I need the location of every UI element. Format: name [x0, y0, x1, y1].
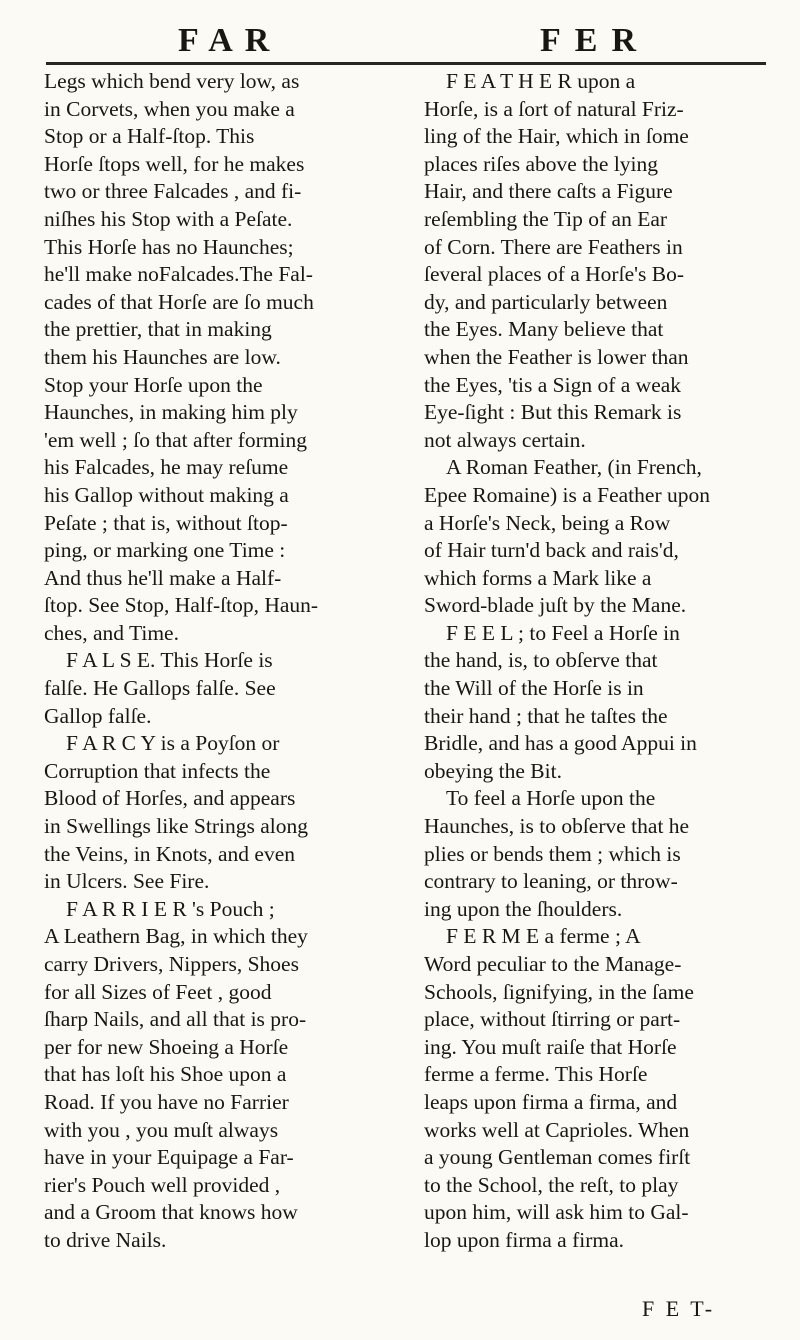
text-line: To feel a Horſe upon the: [446, 786, 656, 811]
text-line: Stop or a Half-ſtop. This: [44, 124, 255, 149]
text-line: Hair, and there caſts a Figure: [424, 179, 673, 204]
text-line: ing. You muſt raiſe that Horſe: [424, 1034, 677, 1059]
text-line: F E E L ; to Feel a Horſe in: [446, 620, 680, 645]
text-line: Corruption that infects the: [44, 758, 271, 783]
text-line: Horſe ſtops well, for he makes: [44, 151, 305, 176]
text-line: of Corn. There are Feathers in: [424, 234, 683, 259]
text-line: Schools, ſignifying, in the ſame: [424, 979, 694, 1004]
text-line: Blood of Horſes, and appears: [44, 786, 296, 811]
text-line: for all Sizes of Feet , good: [44, 979, 272, 1004]
text-line: F A R C Y is a Poyſon or: [66, 731, 280, 756]
text-line: Sword-blade juſt by the Mane.: [424, 593, 687, 618]
text-line: F E A T H E R upon a: [446, 69, 636, 93]
left-column: [44, 68, 400, 1255]
text-line: Word peculiar to the Manage-: [424, 952, 682, 976]
text-line: A Roman Feather, (in French,: [446, 455, 702, 480]
text-line: he'll make noFalcades.The Fal-: [44, 262, 313, 287]
text-line: Gallop falſe.: [44, 703, 152, 728]
text-line: his Gallop without making a: [44, 482, 289, 507]
text-line: ferme a ferme. This Horſe: [424, 1062, 648, 1087]
text-line: Haunches, in making him ply: [44, 400, 298, 425]
text-line: in Corvets, when you make a: [44, 96, 295, 121]
text-line: 'em well ; ſo that after forming: [44, 427, 307, 452]
text-line: carry Drivers, Nippers, Shoes: [44, 952, 299, 976]
text-line: Eye-ſight : But this Remark is: [424, 400, 682, 425]
right-column: [424, 68, 780, 1255]
text-line: F A L S E. This Horſe is: [66, 648, 273, 673]
text-line: dy, and particularly between: [424, 289, 668, 314]
text-line: with you , you muſt always: [44, 1117, 279, 1142]
text-line: Bridle, and has a good Appui in: [424, 731, 697, 756]
text-line: ſharp Nails, and all that is pro-: [44, 1007, 307, 1032]
text-line: their hand ; that he taſtes the: [424, 703, 668, 728]
text-line: the Will of the Horſe is in: [424, 676, 644, 701]
text-line: when the Feather is lower than: [424, 344, 689, 369]
text-line: Road. If you have no Farrier: [44, 1089, 289, 1114]
text-line: places riſes above the lying: [424, 151, 659, 176]
text-line: Legs which bend very low, as: [44, 69, 300, 93]
text-line: the Eyes, 'tis a Sign of a weak: [424, 372, 682, 397]
text-line: contrary to leaning, or throw-: [424, 869, 678, 894]
text-line: plies or bends them ; which is: [424, 841, 681, 866]
text-line: leaps upon firma a firma, and: [424, 1089, 678, 1114]
text-line: a young Gentleman comes firſt: [424, 1145, 691, 1170]
text-line: Horſe, is a ſort of natural Friz-: [424, 96, 684, 121]
text-line: This Horſe has no Haunches;: [44, 234, 294, 259]
text-line: Epee Romaine) is a Feather upon: [424, 482, 710, 507]
text-line: them his Haunches are low.: [44, 344, 281, 369]
text-line: reſembling the Tip of an Ear: [424, 206, 668, 231]
text-line: F A R R I E R 's Pouch ;: [66, 896, 275, 921]
text-line: falſe. He Gallops falſe. See: [44, 676, 276, 701]
text-line: ches, and Time.: [44, 620, 179, 645]
text-line: obeying the Bit.: [424, 758, 562, 783]
text-line: ſtop. See Stop, Half-ſtop, Haun-: [44, 593, 319, 618]
text-line: in Swellings like Strings along: [44, 814, 308, 839]
text-line: F E R M E a ferme ; A: [446, 924, 641, 949]
text-line: the Veins, in Knots, and even: [44, 841, 295, 866]
text-line: ping, or marking one Time :: [44, 538, 286, 563]
running-head-right: FER: [540, 22, 650, 59]
text-line: rier's Pouch well provided ,: [44, 1172, 281, 1197]
text-line: the hand, is, to obſerve that: [424, 648, 658, 673]
text-line: And thus he'll make a Half-: [44, 565, 282, 590]
text-line: which forms a Mark like a: [424, 565, 652, 590]
text-line: his Falcades, he may reſume: [44, 455, 289, 480]
text-line: of Hair turn'd back and rais'd,: [424, 538, 679, 563]
text-line: two or three Falcades , and fi-: [44, 179, 302, 204]
running-head: [0, 4, 800, 62]
catchword: F E T-: [642, 1296, 716, 1321]
text-line: a Horſe's Neck, being a Row: [424, 510, 671, 535]
text-line: per for new Shoeing a Horſe: [44, 1034, 289, 1059]
text-line: that has loſt his Shoe upon a: [44, 1062, 287, 1087]
text-line: to the School, the reſt, to play: [424, 1172, 679, 1197]
text-line: not always certain.: [424, 427, 586, 452]
text-line: place, without ſtirring or part-: [424, 1007, 681, 1032]
text-line: in Ulcers. See Fire.: [44, 869, 210, 894]
text-line: have in your Equipage a Far-: [44, 1145, 294, 1170]
text-line: lop upon firma a firma.: [424, 1227, 625, 1252]
text-line: ing upon the ſhoulders.: [424, 896, 623, 921]
text-line: cades of that Horſe are ſo much: [44, 289, 314, 314]
text-line: Peſate ; that is, without ſtop-: [44, 510, 288, 535]
text-line: niſhes his Stop with a Peſate.: [44, 206, 293, 231]
text-line: Stop your Horſe upon the: [44, 372, 263, 397]
text-line: Haunches, is to obſerve that he: [424, 814, 690, 839]
running-head-left: FAR: [178, 22, 282, 59]
text-line: ſeveral places of a Horſe's Bo-: [424, 262, 684, 287]
text-line: to drive Nails.: [44, 1227, 167, 1252]
text-line: and a Groom that knows how: [44, 1200, 298, 1225]
text-line: upon him, will ask him to Gal-: [424, 1200, 689, 1225]
text-line: ling of the Hair, which in ſome: [424, 124, 689, 149]
text-line: the prettier, that in making: [44, 317, 272, 342]
text-line: A Leathern Bag, in which they: [44, 924, 308, 949]
header-rule: [46, 62, 766, 65]
text-line: works well at Caprioles. When: [424, 1117, 690, 1142]
text-line: the Eyes. Many believe that: [424, 317, 664, 342]
